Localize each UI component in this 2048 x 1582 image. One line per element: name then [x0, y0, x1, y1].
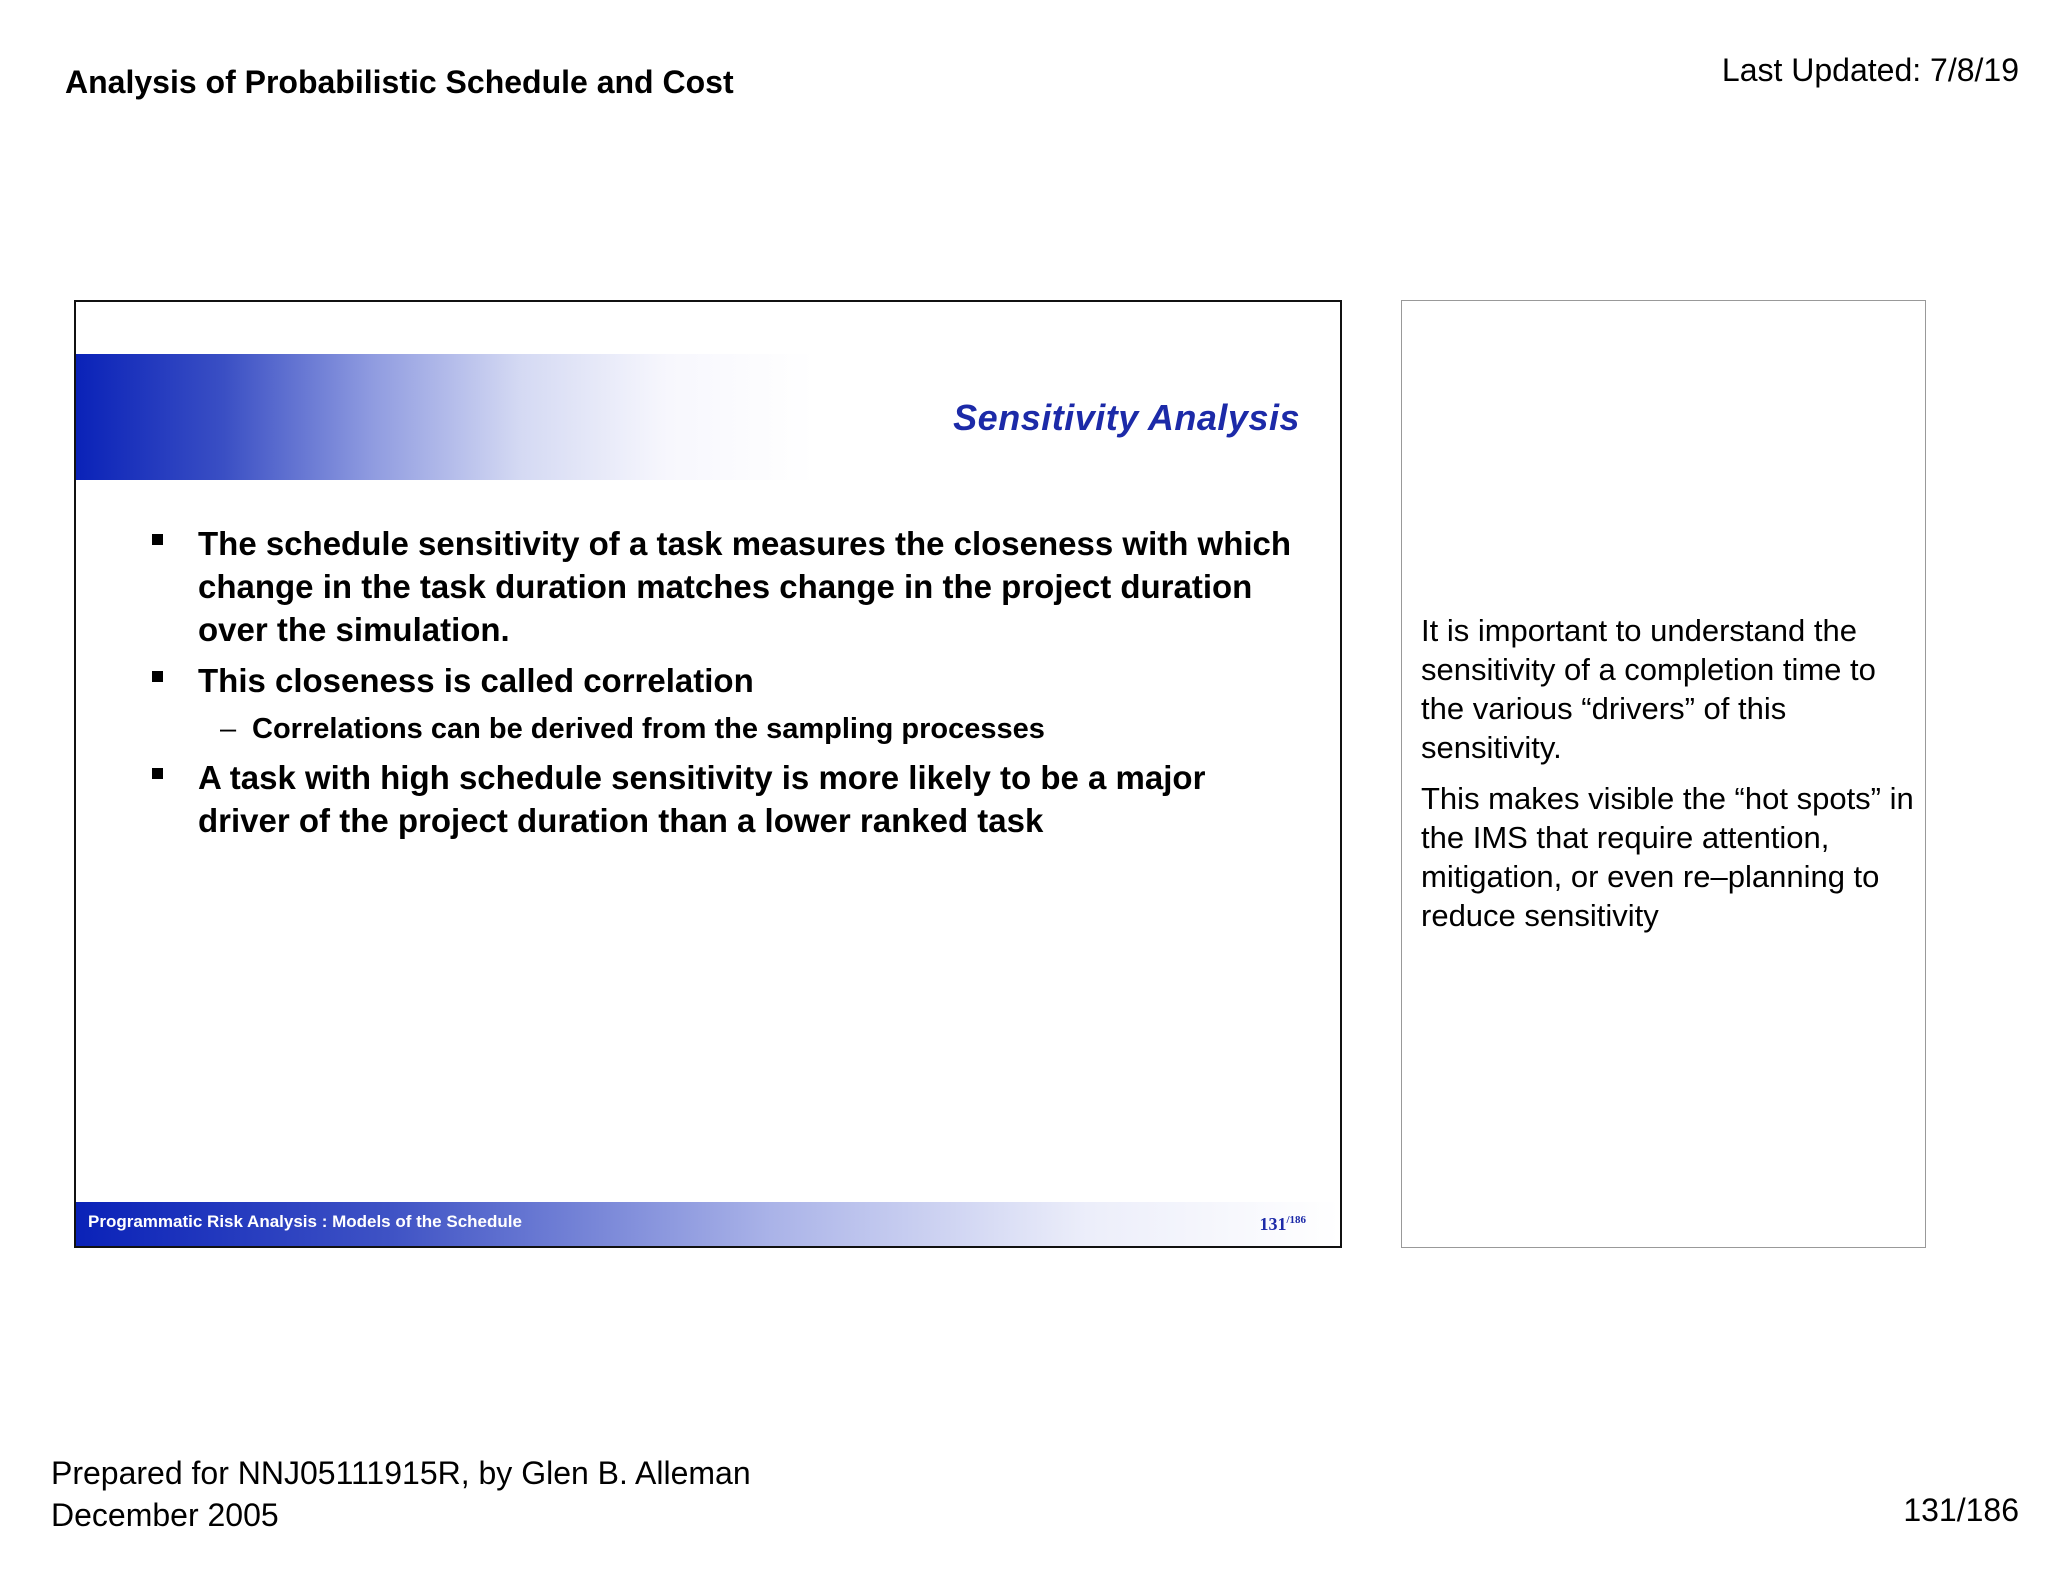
prepared-date: December 2005 [51, 1497, 279, 1533]
notes-paragraph: It is important to understand the sensitivity of a completion time to the various “drivers” of this sensitivity. [1421, 613, 1876, 765]
dash-bullet-icon: – [220, 713, 237, 745]
slide-page-number: $131^{/186}$ [1259, 1214, 1306, 1234]
prepared-line: Prepared for NNJ05111915R, by Glen B. Alleman [51, 1455, 751, 1491]
slide-footer-band [76, 1202, 1340, 1246]
slide-bullet-list [152, 522, 1302, 850]
slide-footer-text: Programmatic Risk Analysis : Models of the Schedule [88, 1212, 522, 1231]
document-title: Analysis of Probabilistic Schedule and Cost [65, 64, 734, 100]
bullet-text: A task with high schedule sensitivity is more likely to be a major driver of the project duration than a lower ranked task [198, 759, 1206, 839]
slide-thumbnail [74, 300, 1342, 1248]
slide-title: Sensitivity Analysis [953, 397, 1300, 438]
notes-text [1421, 611, 1916, 947]
square-bullet-icon [152, 768, 163, 779]
last-updated: Last Updated: 7/8/19 [1721, 52, 2019, 88]
prepared-by [51, 1452, 751, 1536]
slide-bullet [152, 659, 1302, 702]
slide-bullet [152, 522, 1302, 651]
slide-bullet [152, 756, 1302, 842]
bullet-text: Correlations can be derived from the sampling processes [252, 713, 1045, 745]
slide-sub-bullet [152, 710, 1302, 748]
bullet-text: This closeness is called correlation [198, 662, 754, 699]
square-bullet-icon [152, 534, 163, 545]
speaker-notes-panel [1401, 300, 1926, 1248]
page-number: 131/186 [1903, 1492, 2019, 1528]
bullet-text: The schedule sensitivity of a task measures the closeness with which change in the task duration matches change in the project duration over the simulation. [198, 525, 1292, 648]
square-bullet-icon [152, 671, 163, 682]
notes-paragraph: This makes visible the “hot spots” in the IMS that require attention, mitigation, or even re–planning to reduce sensitivity [1421, 781, 1914, 933]
